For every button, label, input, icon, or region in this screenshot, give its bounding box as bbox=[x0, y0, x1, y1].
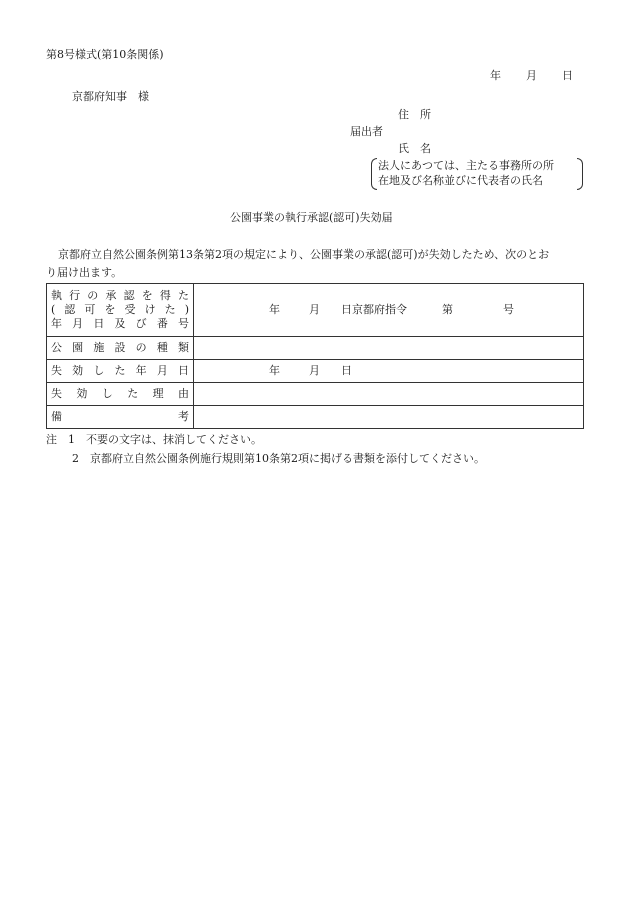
facility-type-row bbox=[47, 337, 584, 360]
date-month: 月 bbox=[526, 69, 537, 82]
expiry-date-value-cell[interactable] bbox=[194, 360, 584, 383]
note-2: 2 京都府立自然公園条例施行規則第10条第2項に掲げる書類を添付してください。 bbox=[72, 452, 485, 465]
facility-type-label: 公園施設の種類 bbox=[51, 341, 189, 354]
approval-label-line: 年月日及び番号 bbox=[51, 317, 189, 330]
remarks-label: 備 考 bbox=[51, 410, 189, 423]
approval-value-cell[interactable] bbox=[194, 284, 584, 337]
address-label: 住 所 bbox=[398, 108, 431, 121]
remarks-label-cell bbox=[47, 406, 194, 429]
corporation-note bbox=[371, 158, 583, 190]
document-title: 公園事業の執行承認(認可)失効届 bbox=[230, 211, 393, 224]
approval-year: 年 bbox=[269, 303, 280, 316]
corporation-note-line1: 法人にあつては、主たる事務所の所 bbox=[378, 159, 554, 172]
facility-type-value-cell[interactable] bbox=[194, 337, 584, 360]
body-text-line2: り届け出ます。 bbox=[46, 266, 123, 279]
approval-dai: 第 bbox=[442, 303, 453, 316]
facility-type-label-cell bbox=[47, 337, 194, 360]
approval-row bbox=[47, 284, 584, 337]
left-paren-bracket bbox=[371, 158, 377, 190]
approval-day-directive: 日京都府指令 bbox=[341, 303, 407, 316]
notifier-title: 届出者 bbox=[350, 125, 383, 138]
name-label: 氏 名 bbox=[398, 142, 431, 155]
reason-row bbox=[47, 383, 584, 406]
approval-label-line: (認可を受けた) bbox=[51, 303, 189, 316]
date-day: 日 bbox=[562, 69, 573, 82]
body-text-line1: 京都府立自然公園条例第13条第2項の規定により、公園事業の承認(認可)が失効したため、次のとお bbox=[58, 248, 550, 261]
approval-month: 月 bbox=[309, 303, 320, 316]
remarks-value-cell[interactable] bbox=[194, 406, 584, 429]
approval-label bbox=[47, 284, 194, 337]
note-1: 注 1 不要の文字は、抹消してください。 bbox=[46, 433, 262, 446]
date-year: 年 bbox=[490, 69, 501, 82]
expiry-date-label-cell bbox=[47, 360, 194, 383]
reason-label: 失効した理由 bbox=[51, 387, 189, 400]
corporation-note-line2: 在地及び名称並びに代表者の氏名 bbox=[378, 174, 543, 187]
notification-table bbox=[46, 283, 584, 429]
expiry-date-row bbox=[47, 360, 584, 383]
approval-label-line: 執行の承認を得た bbox=[51, 289, 189, 302]
right-paren-bracket bbox=[577, 158, 583, 190]
reason-value-cell[interactable] bbox=[194, 383, 584, 406]
approval-go: 号 bbox=[503, 303, 514, 316]
expiry-date-label: 失効した年月日 bbox=[51, 364, 189, 377]
expiry-year: 年 bbox=[269, 363, 280, 377]
expiry-day: 日 bbox=[341, 363, 352, 377]
expiry-month: 月 bbox=[309, 363, 320, 377]
remarks-row bbox=[47, 406, 584, 429]
form-number: 第8号様式(第10条関係) bbox=[46, 48, 164, 61]
addressee: 京都府知事 様 bbox=[72, 90, 149, 103]
reason-label-cell bbox=[47, 383, 194, 406]
